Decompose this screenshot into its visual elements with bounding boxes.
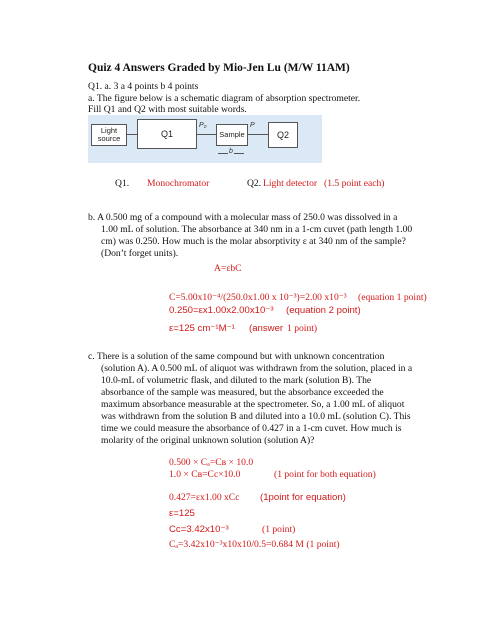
b-formula: A=εbC [214, 263, 242, 274]
b-answer-note: (answer [249, 323, 284, 334]
part-b-line: 1.00 mL of solution. The absorbance at 340 nm in a 1-cm cuvet (path length 1.00 [101, 224, 413, 235]
part-a-line1: a. The figure below is a schematic diagram of absorption spectrometer. [88, 93, 361, 104]
page-title: Quiz 4 Answers Graded by Mio-Jen Lu (M/W 11AM) [88, 62, 350, 74]
part-c-line: (solution A). A 0.500 mL of aliquot was withdrawn from the solution, placed in a [101, 363, 413, 374]
q1-header: Q1. a. 3 a 4 points b 4 points [88, 81, 199, 92]
c-eq3-note: (1point for equation) [260, 492, 346, 503]
part-b-line: cm) was 0.250. How much is the molar absorptivity ε at 340 nm of the sample? [101, 236, 406, 247]
b-eq2-note: (equation 2 point) [286, 305, 361, 316]
q1-box: Q1 [137, 119, 197, 149]
p-label: P [250, 122, 255, 129]
spectrometer-diagram [88, 115, 322, 163]
b-eq1-note: (equation 1 point) [358, 292, 427, 303]
part-c-line: was withdrawn from the solution B and diluted into a 10.0 mL (solution C). This [101, 411, 411, 422]
b-eq2: 0.250=εx1.00x2.00x10⁻³ [169, 305, 274, 316]
c-cc: Cc=3.42x10⁻³ [169, 524, 229, 535]
p0-label: P₀ [199, 122, 207, 129]
part-c-line: molarity of the original unknown solution (solution A)? [101, 435, 315, 446]
part-c-line: maximum absorbance measurable at the spectrometer. So, a 1.00 mL of aliquot [101, 399, 405, 410]
sample-box: Sample [216, 124, 248, 146]
c-final: Cₐ=3.42x10⁻³x10x10/0.5=0.684 M (1 point) [169, 539, 340, 550]
c-eq2: 1.0 × Cʙ=Cc×10.0 [169, 469, 241, 480]
ans-q1-label: Q1. [115, 178, 130, 189]
beam-line [248, 134, 268, 135]
b-answer: ε=125 cm⁻¹M⁻¹ [169, 323, 235, 334]
b-label: b [229, 148, 233, 155]
part-b-line: b. A 0.500 mg of a compound with a molecular mass of 250.0 was dissolved in a [88, 212, 398, 223]
light-source-box: Light source [91, 124, 127, 146]
part-b-line: (Don’t forget units). [101, 248, 179, 259]
beam-line [127, 134, 137, 135]
c-eq1: 0.500 × Cₐ=Cʙ × 10.0 [169, 457, 254, 468]
c-eq2-note: (1 point for both equation) [274, 469, 376, 480]
part-a-line2: Fill Q1 and Q2 with most suitable words. [88, 104, 247, 115]
beam-line [197, 134, 216, 135]
ans-q2: Light detector [263, 178, 318, 189]
ans-q1: Monochromator [147, 178, 210, 189]
ans-q2-label: Q2. [247, 178, 262, 189]
c-cc-note: (1 point) [262, 524, 296, 535]
part-c-line: absorbance of the sample was measured, but the absorbance exceeded the [101, 387, 384, 398]
part-c-line: c. There is a solution of the same compound but with unknown concentration [88, 351, 385, 362]
ans-points: (1.5 point each) [324, 178, 385, 189]
b-answer-note: 1 point) [287, 323, 318, 334]
c-eq3: 0.427=εx1.00 xCc [169, 492, 240, 503]
c-epsilon: ε=125 [169, 508, 195, 519]
part-c-line: time we could measure the absorbance of 0.427 in a 1-cm cuvet. How much is [101, 423, 402, 434]
q2-box: Q2 [268, 122, 298, 148]
b-eq1: C=5.00x10⁻⁴/(250.0x1.00 x 10⁻³)=2.00 x10⁻³ [169, 292, 347, 303]
part-c-line: 10.0-mL of volumetric flask, and diluted to the mark (solution B). The [101, 375, 372, 386]
